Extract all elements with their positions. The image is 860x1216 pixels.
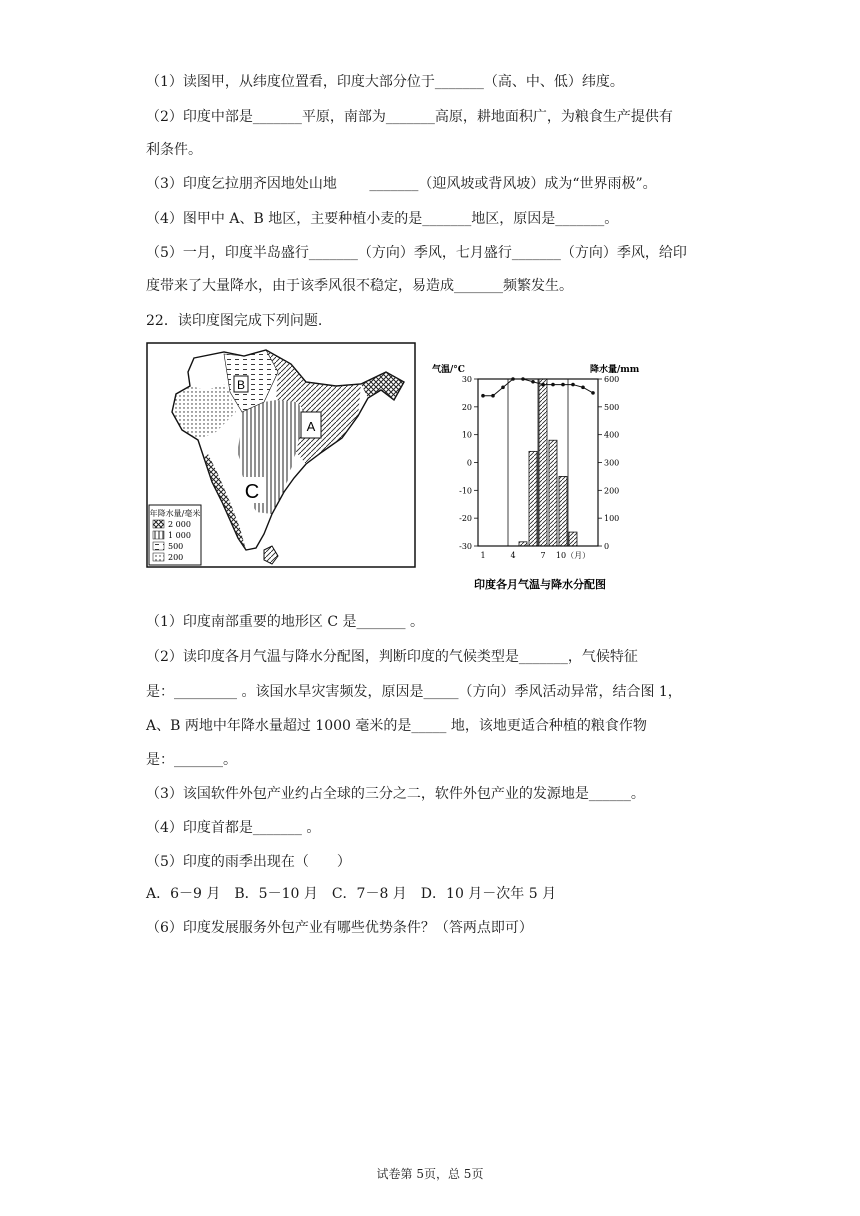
q22-line-2: （2）读印度各月气温与降水分配图，判断印度的气候类型是_______，气候特征 — [146, 649, 638, 665]
legend-item-2000: 2 000 — [168, 520, 191, 529]
q21-line-7: 度带来了大量降水，由于该季风很不稳定，易造成_______频繁发生。 — [146, 278, 573, 294]
precip-tick-label: 0 — [604, 542, 610, 551]
india-precipitation-map — [146, 342, 416, 568]
precip-tick-label: 200 — [604, 486, 620, 496]
q21-line-4: （3）印度乞拉朋齐因地处山地 _______（迎风坡或背风坡）成为“世界雨极”。 — [146, 176, 657, 192]
q22-line-6: （3）该国软件外包产业约占全球的三分之二，软件外包产业的发源地是______。 — [146, 786, 645, 802]
q21-line-3: 利条件。 — [146, 142, 202, 158]
q21-line-2: （2）印度中部是_______平原，南部为_______高原，耕地面积广，为粮食生产提供有 — [146, 109, 673, 125]
x-tick-label: 7 — [540, 551, 546, 560]
temp-tick-label: -20 — [459, 514, 472, 524]
temp-tick-label: 10 — [461, 430, 472, 440]
legend-item-200: 200 — [168, 553, 184, 562]
temp-point — [531, 380, 535, 384]
temp-point — [481, 394, 485, 398]
temperature-ticks — [459, 375, 478, 551]
q22-line-1: （1）印度南部重要的地形区 C 是_______ 。 — [146, 614, 424, 630]
temp-point — [491, 394, 495, 398]
q21-line-6: （5）一月，印度半岛盛行_______（方向）季风，七月盛行_______（方向）季风，给印 — [146, 245, 687, 261]
precip-tick-label: 100 — [604, 514, 620, 524]
x-tick-label: 4 — [510, 551, 516, 560]
temp-point — [581, 386, 585, 390]
q21-line-1: （1）读图甲，从纬度位置看，印度大部分位于_______（高、中、低）纬度。 — [146, 74, 624, 90]
precip-bar — [529, 451, 537, 546]
map-label-a: A — [306, 419, 316, 434]
map-label-b: B — [236, 378, 246, 392]
page-footer: 试卷第 5页，总 5页 — [376, 1167, 484, 1181]
temp-point — [571, 383, 575, 387]
temp-point — [541, 383, 545, 387]
q22-title: 22．读印度图完成下列问题. — [146, 313, 323, 329]
climate-chart — [430, 352, 650, 592]
precip-tick-label: 500 — [604, 402, 620, 412]
q22-line-4: A、B 两地中年降水量超过 1000 毫米的是_____ 地，该地更适合种植的粮食作物 — [146, 718, 647, 734]
q22-line-3: 是：_________ 。该国水旱灾害频发，原因是_____（方向）季风活动异常，结合图 1， — [146, 684, 682, 700]
precip-bar — [559, 476, 567, 546]
temp-point — [521, 377, 525, 381]
q22-line-7: （4）印度首都是_______ 。 — [146, 820, 321, 836]
x-ticks — [480, 551, 590, 560]
precipitation-ticks — [598, 375, 619, 551]
y-axis-label-temp: 气温/°C — [432, 365, 465, 375]
legend-title: 年降水量/毫米 — [149, 509, 201, 518]
temp-tick-label: 0 — [466, 458, 472, 468]
legend-item-500: 500 — [168, 542, 184, 551]
temp-point — [551, 383, 555, 387]
chart-title: 印度各月气温与降水分配图 — [474, 578, 606, 591]
q22-line-9: （6）印度发展服务外包产业有哪些优势条件？（答两点即可） — [146, 920, 533, 936]
map-label-c: C — [244, 481, 260, 503]
precip-bar — [539, 379, 547, 546]
x-tick-label: 10（月） — [555, 551, 591, 560]
precip-tick-label: 600 — [604, 375, 620, 384]
temp-tick-label: -10 — [459, 486, 472, 496]
temp-point — [561, 383, 565, 387]
q22-options: A．6－9 月 B．5－10 月 C．7－8 月 D．10 月－次年 5 月 — [146, 886, 557, 902]
temp-point — [591, 391, 595, 395]
y-axis-label-precip: 降水量/mm — [590, 365, 640, 375]
precip-bar — [569, 532, 577, 546]
q22-line-5: 是：_______。 — [146, 752, 237, 768]
x-tick-label: 1 — [480, 551, 486, 560]
precip-tick-label: 400 — [604, 430, 620, 440]
legend-item-1000: 1 000 — [168, 531, 191, 540]
temp-tick-label: 20 — [461, 402, 472, 412]
temp-tick-label: -30 — [459, 542, 472, 551]
temp-point — [511, 377, 515, 381]
temp-point — [501, 386, 505, 390]
q21-line-5: （4）图甲中 A、B 地区，主要种植小麦的是_______地区，原因是_______。 — [146, 211, 619, 227]
precip-bar — [549, 440, 557, 546]
precip-tick-label: 300 — [604, 458, 620, 468]
q22-line-8: （5）印度的雨季出现在（ ） — [146, 854, 351, 870]
temp-tick-label: 30 — [461, 375, 472, 384]
precip-bar — [519, 542, 527, 546]
